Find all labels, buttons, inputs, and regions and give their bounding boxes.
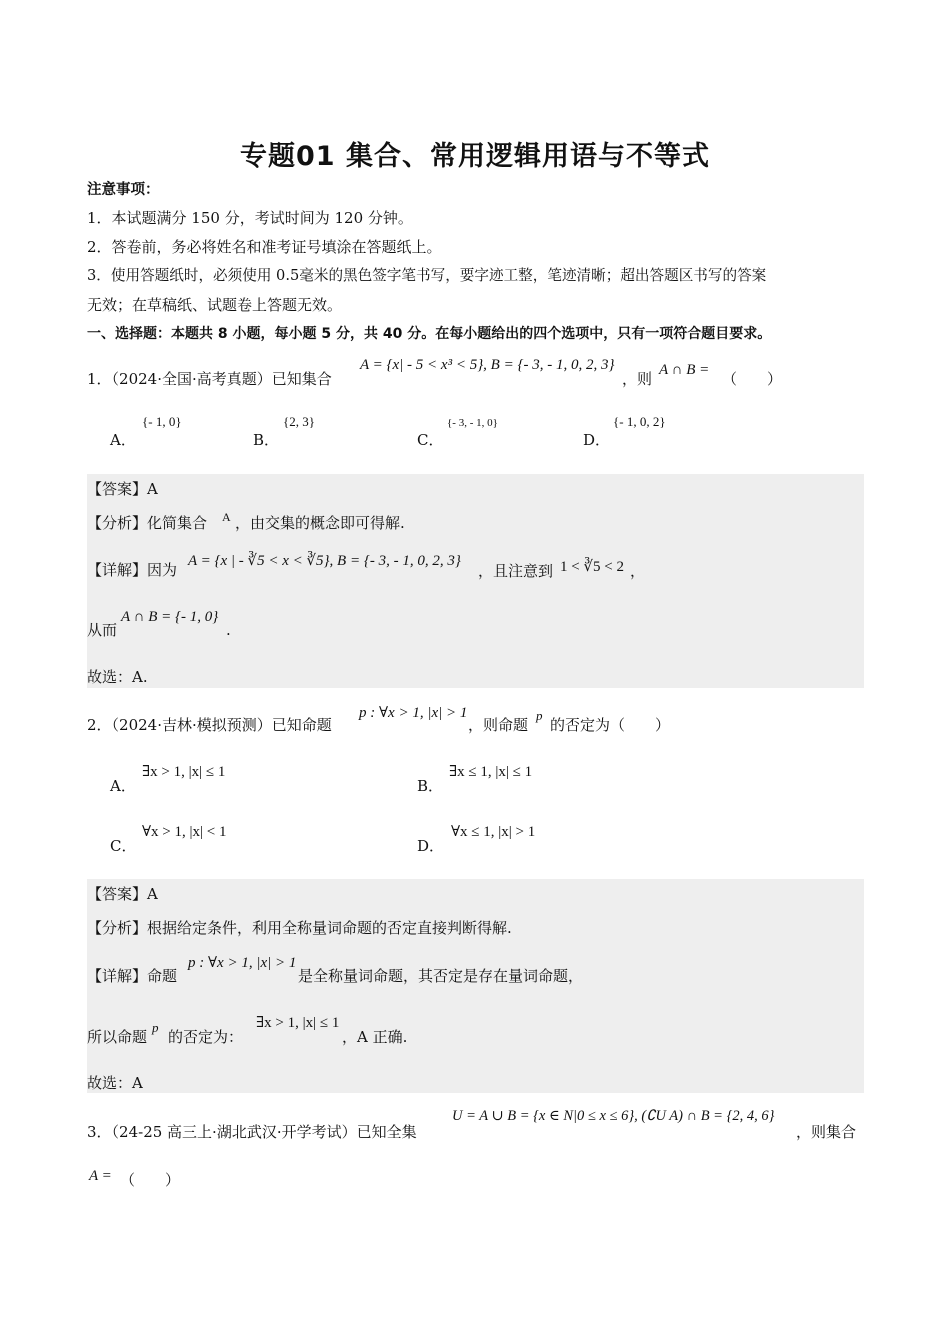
answer-box-2 xyxy=(87,879,864,1093)
detail-text: ，A 正确. xyxy=(342,1028,408,1046)
option-value: ∀x > 1, |x| < 1 xyxy=(142,824,227,840)
detail-text: ，且注意到 xyxy=(478,562,554,580)
question-2-formula: p : ∀x > 1, |x| > 1 xyxy=(359,705,468,721)
question-2-suffix: 的否定为（ ） xyxy=(550,716,671,734)
detail-text: 命题 xyxy=(147,967,178,985)
question-3-formula: U = A ∪ B = {x ∈ N|0 ≤ x ≤ 6}, (∁U A) ∩ B = {2, 4, 6} xyxy=(452,1108,775,1124)
option-label[interactable]: A． xyxy=(110,777,136,795)
detail-line xyxy=(87,560,177,580)
question-2-p: p xyxy=(536,708,543,723)
option-label[interactable]: C． xyxy=(417,431,444,449)
analysis-text: 化简集合 xyxy=(147,514,208,532)
detail-inequality: 1 < ∛5 < 2 xyxy=(560,559,624,575)
detail-tag: 【详解】 xyxy=(87,967,148,985)
option-value: {- 3, - 1, 0} xyxy=(447,417,498,429)
question-2-mid: ，则命题 xyxy=(468,716,529,734)
option-label[interactable]: D． xyxy=(417,837,445,855)
detail-text: 因为 xyxy=(147,561,178,579)
analysis-text: 根据给定条件，利用全称量词命题的否定直接判断得解. xyxy=(147,919,512,937)
answer-tag: 【答案】 xyxy=(87,480,148,498)
option-label[interactable]: B． xyxy=(417,777,444,795)
question-2-prefix: 2．（2024·吉林·模拟预测）已知命题 xyxy=(87,716,332,734)
question-1-prefix: 1．（2024·全国·高考真题）已知集合 xyxy=(87,370,332,388)
detail-line xyxy=(87,966,177,986)
detail-formula: A = {x | - ∛5 < x < ∛5}, B = {- 3, - 1, 0, 2, 3} xyxy=(188,553,461,569)
answer-tag: 【答案】 xyxy=(87,885,148,903)
answer-line xyxy=(87,479,158,499)
option-value: ∃x > 1, |x| ≤ 1 xyxy=(142,764,226,780)
answer-box-1 xyxy=(87,474,864,688)
question-1-suffix: ，则 xyxy=(622,370,653,388)
detail-p: p xyxy=(152,1020,159,1035)
analysis-line xyxy=(87,918,512,938)
question-1-ask: A ∩ B = xyxy=(659,362,710,378)
detail-text: ， xyxy=(630,562,646,580)
detail-text: 所以命题 xyxy=(87,1028,148,1046)
question-1-formula: A = {x| - 5 < x³ < 5}, B = {- 3, - 1, 0, 2, 3} xyxy=(360,357,615,373)
question-3-suffix: ，则集合 xyxy=(796,1123,857,1141)
detail-formula: ∃x > 1, |x| ≤ 1 xyxy=(256,1015,340,1031)
option-value: {- 1, 0, 2} xyxy=(613,414,666,429)
option-label[interactable]: A． xyxy=(110,431,136,449)
analysis-text: ，由交集的概念即可得解. xyxy=(235,514,405,532)
answer-line xyxy=(87,884,158,904)
notes-heading: 注意事项： xyxy=(87,182,160,198)
question-3-paren: （ ） xyxy=(120,1171,181,1189)
question-1-stem xyxy=(87,369,332,389)
question-1-paren: （ ） xyxy=(722,370,783,388)
detail-text: . xyxy=(226,621,231,639)
notes-item: 2．答卷前，务必将姓名和准考证号填涂在答题纸上。 xyxy=(87,238,442,256)
option-value: ∀x ≤ 1, |x| > 1 xyxy=(451,824,536,840)
option-label[interactable]: B． xyxy=(253,431,280,449)
notes-item: 无效；在草稿纸、试题卷上答题无效。 xyxy=(87,296,343,314)
detail-text: 是全称量词命题，其否定是存在量词命题， xyxy=(298,967,584,985)
answer-value: A xyxy=(147,885,158,903)
detail-formula: A ∩ B = {- 1, 0} xyxy=(121,609,219,625)
analysis-symbol: A xyxy=(222,510,231,524)
option-label[interactable]: C． xyxy=(110,837,137,855)
choose-line: 故选：A. xyxy=(87,668,148,686)
answer-value: A xyxy=(147,480,158,498)
option-value: {2, 3} xyxy=(283,414,315,429)
analysis-line xyxy=(87,513,207,533)
analysis-tag: 【分析】 xyxy=(87,514,148,532)
detail-formula: p : ∀x > 1, |x| > 1 xyxy=(188,955,297,971)
detail-text: 的否定为： xyxy=(168,1028,244,1046)
analysis-tag: 【分析】 xyxy=(87,919,148,937)
detail-tag: 【详解】 xyxy=(87,561,148,579)
option-label[interactable]: D． xyxy=(583,431,611,449)
option-value: ∃x ≤ 1, |x| ≤ 1 xyxy=(449,764,533,780)
choose-line: 故选：A xyxy=(87,1074,143,1092)
question-3-ask: A = xyxy=(89,1168,112,1184)
question-3-prefix: 3．（24-25 高三上·湖北武汉·开学考试）已知全集 xyxy=(87,1123,417,1141)
page-title: 专题01 集合、常用逻辑用语与不等式 xyxy=(240,141,710,172)
notes-item: 1．本试题满分 150 分，考试时间为 120 分钟。 xyxy=(87,209,413,227)
notes-item: 3．使用答题纸时，必须使用 0.5毫米的黑色签字笔书写，要字迹工整，笔迹清晰；超出答题区书写的答案 xyxy=(87,267,767,284)
section-heading: 一、选择题：本题共 8 小题，每小题 5 分，共 40 分。在每小题给出的四个选项中，只有一项符合题目要求。 xyxy=(87,326,772,342)
option-value: {- 1, 0} xyxy=(142,414,182,429)
detail-text: 从而 xyxy=(87,621,118,639)
